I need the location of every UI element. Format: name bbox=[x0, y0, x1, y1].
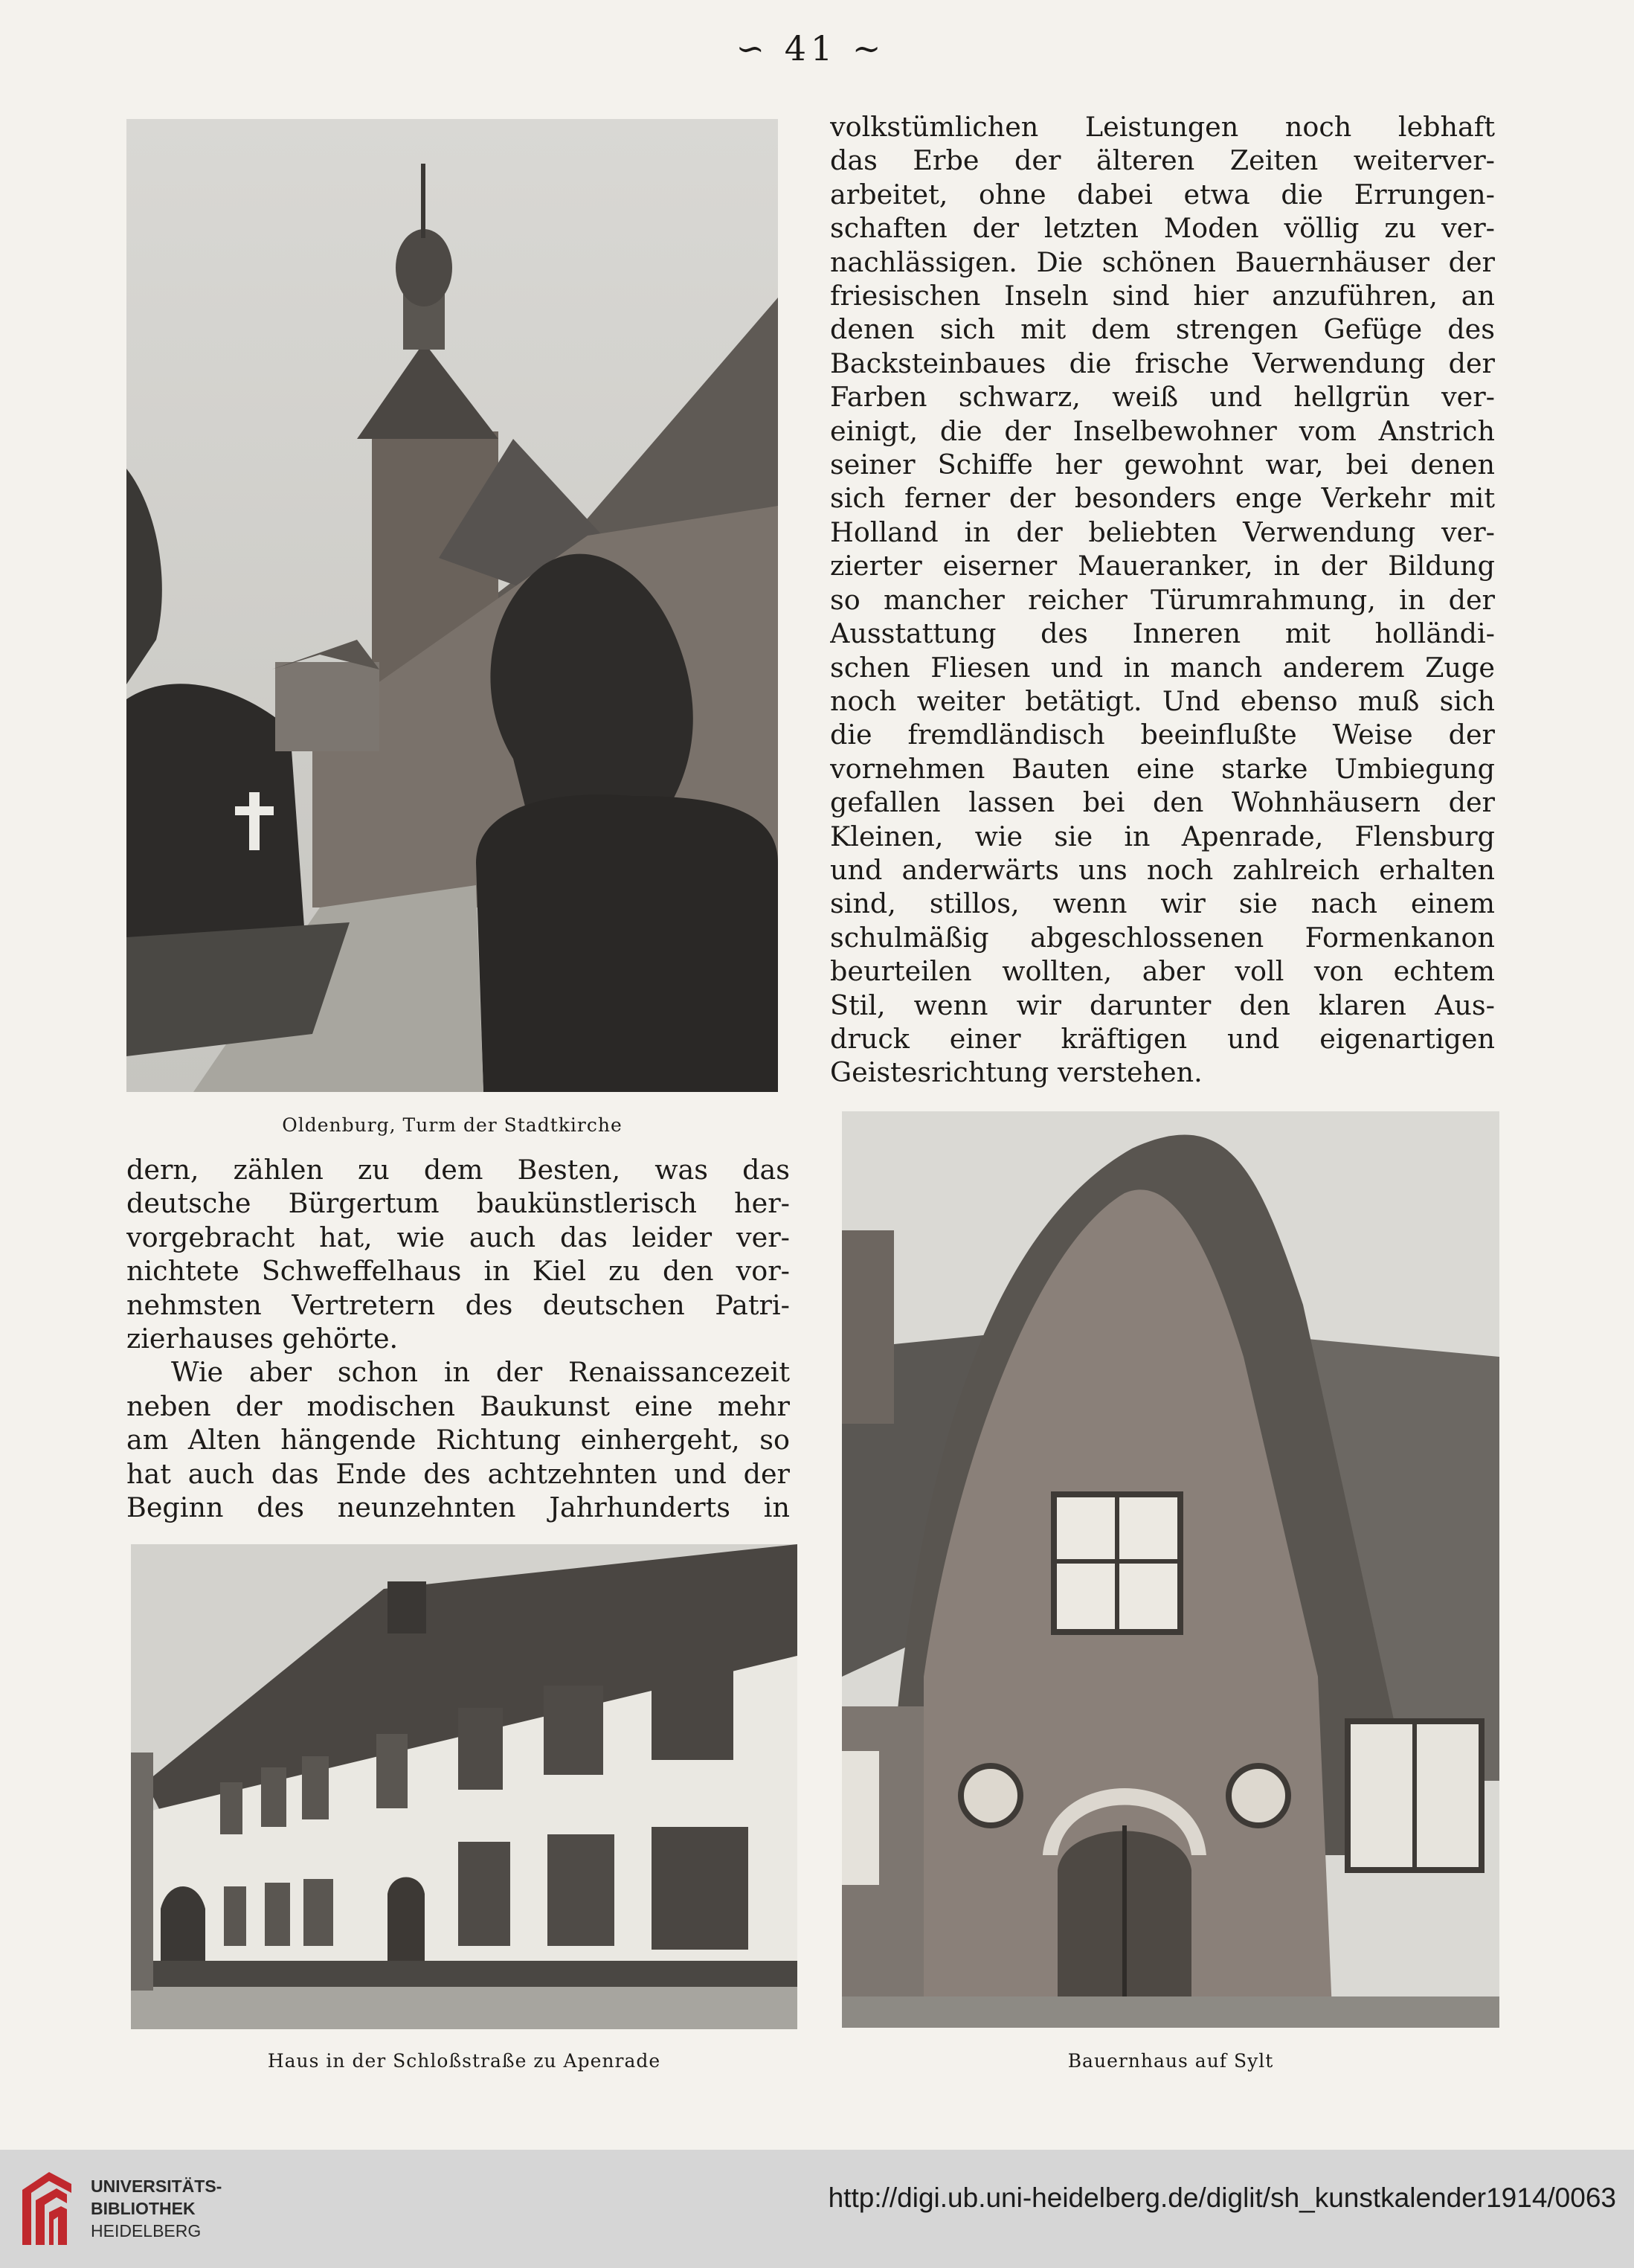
house-photo bbox=[131, 1544, 797, 2029]
text-line: Ausstattung des Inneren mit holländi- bbox=[830, 617, 1495, 650]
text-line: volkstümlichen Leistungen noch lebhaft bbox=[830, 111, 1495, 143]
text-line: neben der modischen Baukunst eine mehr bbox=[126, 1390, 790, 1422]
text-line: Wie aber schon in der Renaissancezeit bbox=[171, 1356, 790, 1389]
text-line: Farben schwarz, weiß und hellgrün ver- bbox=[830, 381, 1495, 414]
right-column-text bbox=[830, 110, 1495, 1090]
text-line: das Erbe der älteren Zeiten weiterver- bbox=[830, 144, 1495, 177]
left-column-text bbox=[126, 1153, 790, 1524]
text-line: einigt, die der Inselbewohner vom Anstrich bbox=[830, 414, 1495, 447]
text-line: sind, stillos, wenn wir sie nach einem bbox=[830, 887, 1495, 920]
text-line: beurteilen wollten, aber voll von echtem bbox=[830, 955, 1495, 988]
ornament-right-icon: ∼ bbox=[852, 28, 886, 68]
university-library-logo-icon[interactable] bbox=[18, 2168, 76, 2251]
footer-bar bbox=[0, 2150, 1634, 2268]
farmhouse-caption: Bauernhaus auf Sylt bbox=[1067, 2050, 1274, 2072]
text-line: seiner Schiffe her gewohnt war, bei denen bbox=[830, 449, 1495, 481]
text-line: vorgebracht hat, wie auch das leider ver- bbox=[126, 1221, 790, 1253]
library-name-line: UNIVERSITÄTS- bbox=[91, 2177, 222, 2196]
text-line: Kleinen, wie sie in Apenrade, Flensburg bbox=[830, 820, 1495, 852]
text-line: nichtete Schweffelhaus in Kiel zu den vor- bbox=[126, 1255, 790, 1288]
farmhouse-photo bbox=[842, 1111, 1499, 2028]
text-line: schen Fliesen und in manch anderem Zuge bbox=[830, 651, 1495, 684]
text-line: arbeitet, ohne dabei etwa die Errungen- bbox=[830, 178, 1495, 211]
text-line: denen sich mit dem strengen Gefüge des bbox=[830, 313, 1495, 346]
text-line: noch weiter betätigt. Und ebenso muß sich bbox=[830, 684, 1495, 717]
text-line: druck einer kräftigen und eigenartigen bbox=[830, 1022, 1495, 1055]
text-line: hat auch das Ende des achtzehnten und der bbox=[126, 1457, 790, 1490]
page-number-value: 41 bbox=[784, 28, 837, 68]
text-line: am Alten hängende Richtung einhergeht, so bbox=[126, 1424, 790, 1456]
text-line: dern, zählen zu dem Besten, was das bbox=[126, 1154, 790, 1186]
page-number bbox=[699, 28, 922, 68]
text-line: und anderwärts uns noch zahlreich erhalten bbox=[830, 853, 1495, 886]
source-url-link[interactable]: http://digi.ub.uni-heidelberg.de/diglit/sh_kunstkalender1914/0063 bbox=[828, 2182, 1616, 2213]
library-name-line: HEIDELBERG bbox=[91, 2221, 202, 2240]
text-line: nehmsten Vertretern des deutschen Patri- bbox=[126, 1288, 790, 1321]
ornament-left-icon: ∽ bbox=[736, 28, 770, 68]
text-line: nachlässigen. Die schönen Bauernhäuser der bbox=[830, 245, 1495, 278]
text-line: schaften der letzten Moden völlig zu ver- bbox=[830, 212, 1495, 245]
text-line: die fremdländisch beeinflußte Weise der bbox=[830, 719, 1495, 751]
text-line: Beginn des neunzehnten Jahrhunderts in bbox=[126, 1491, 790, 1524]
library-name bbox=[91, 2175, 222, 2242]
church-photo bbox=[126, 119, 778, 1092]
text-line: sich ferner der besonders enge Verkehr mit bbox=[830, 482, 1495, 515]
text-line: Geistesrichtung verstehen. bbox=[830, 1056, 1203, 1089]
text-line: zierhauses gehörte. bbox=[126, 1323, 399, 1355]
text-line: friesischen Inseln sind hier anzuführen, an bbox=[830, 280, 1495, 312]
text-line: Stil, wenn wir darunter den klaren Aus- bbox=[830, 989, 1495, 1021]
text-line: deutsche Bürgertum baukünstlerisch her- bbox=[126, 1187, 790, 1220]
text-line: gefallen lassen bei den Wohnhäusern der bbox=[830, 786, 1495, 819]
text-line: schulmäßig abgeschlossenen Formenkanon bbox=[830, 921, 1495, 954]
library-name-line: BIBLIOTHEK bbox=[91, 2199, 196, 2218]
text-line: Backsteinbaues die frische Verwendung der bbox=[830, 347, 1495, 379]
house-caption: Haus in der Schloßstraße zu Apenrade bbox=[267, 2050, 661, 2072]
text-line: Holland in der beliebten Verwendung ver- bbox=[830, 515, 1495, 548]
church-caption: Oldenburg, Turm der Stadtkirche bbox=[282, 1114, 623, 1136]
text-line: vornehmen Bauten eine starke Umbiegung bbox=[830, 752, 1495, 785]
text-line: so mancher reicher Türumrahmung, in der bbox=[830, 583, 1495, 616]
text-line: zierter eiserner Maueranker, in der Bildung bbox=[830, 550, 1495, 582]
